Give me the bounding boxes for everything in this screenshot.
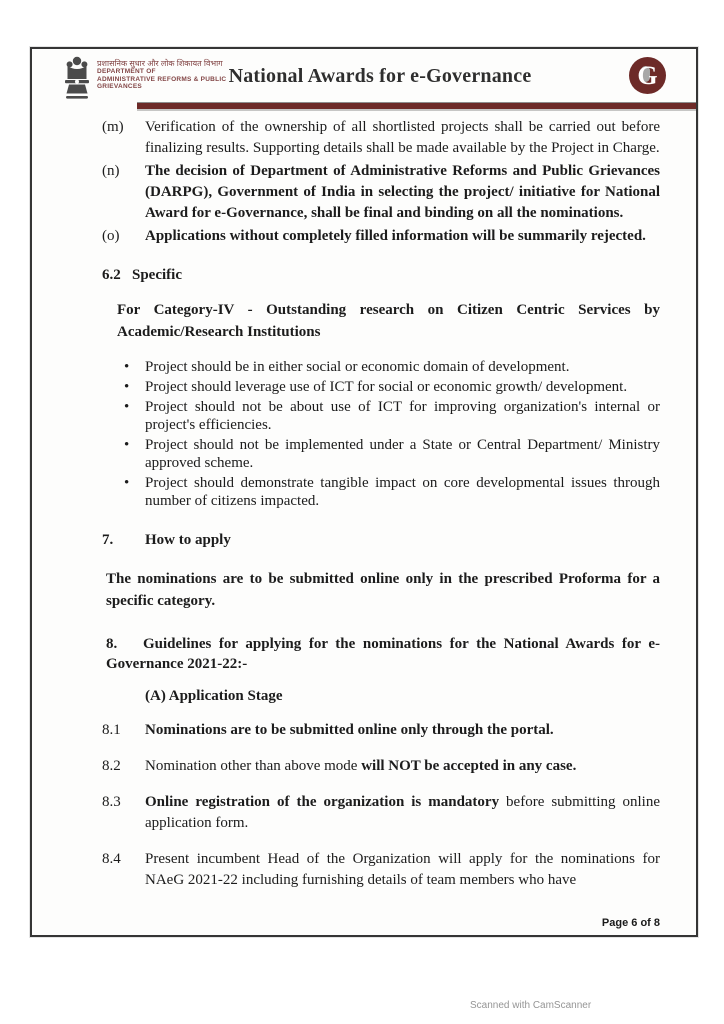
- lettered-item: [102, 117, 660, 159]
- item-text-part: Present incumbent Head of the Organization will apply for the nominations for NAeG 2021-22 including furnishing details of team members who have: [145, 851, 660, 888]
- item-text-part: will NOT be accepted in any case.: [361, 758, 577, 774]
- lettered-list: [102, 117, 660, 247]
- camscanner-watermark: Scanned with CamScanner: [470, 1000, 592, 1011]
- bullet-icon: •: [124, 399, 130, 415]
- document-page: [30, 47, 698, 937]
- item-text-part: before submitting online application form.: [145, 794, 660, 831]
- item-number: 8.1: [102, 722, 121, 738]
- section-title: Guidelines for applying for the nominations for the National Awards for e-Governance 2021-22:-: [106, 636, 660, 672]
- bullet-item: [102, 358, 660, 376]
- lettered-item: [102, 226, 660, 247]
- page-header: [32, 49, 696, 102]
- section-number: 6.2: [102, 267, 121, 283]
- bullet-item: [102, 436, 660, 472]
- bullet-text: Project should not be implemented under a State or Central Department/ Ministry approved scheme.: [145, 437, 660, 471]
- bullet-list: [102, 358, 660, 510]
- category-iv-heading: For Category-IV - Outstanding research on Citizen Centric Services by Academic/Research Institutions: [117, 302, 660, 340]
- india-national-emblem-icon: [63, 55, 91, 101]
- numbered-item: [102, 792, 660, 834]
- item-label: (n): [102, 163, 120, 179]
- item-text: Applications without completely filled information will be summarily rejected.: [145, 228, 646, 244]
- section-8-heading: [106, 634, 660, 674]
- department-name-hindi: प्रशासनिक सुधार और लोक शिकायत विभाग: [97, 59, 223, 68]
- bullet-item: [102, 398, 660, 434]
- item-text-part: Nomination other than above mode: [145, 758, 362, 774]
- bullet-text: Project should be in either social or economic domain of development.: [145, 359, 570, 375]
- document-body: [32, 109, 696, 891]
- bullet-text: Project should leverage use of ICT for social or economic growth/ development.: [145, 379, 628, 395]
- item-text: [145, 756, 660, 777]
- item-text-part: Online registration of the organization is mandatory: [145, 794, 500, 810]
- bullet-icon: •: [124, 475, 130, 491]
- numbered-item: [102, 756, 660, 777]
- bullet-text: Project should not be about use of ICT for improving organization's internal or project's efficiencies.: [145, 399, 660, 433]
- section-title: How to apply: [145, 532, 231, 548]
- bullet-icon: •: [124, 379, 130, 395]
- item-text: Verification of the ownership of all shortlisted projects shall be carried out before finalizing results. Supporting details shall be made available by the Project in Charge.: [145, 119, 660, 156]
- bullet-icon: •: [124, 437, 130, 453]
- item-label: (m): [102, 119, 124, 135]
- naeg-logo-icon: [629, 57, 666, 94]
- bullet-item: [102, 378, 660, 396]
- section-number: 8.: [106, 636, 118, 652]
- item-text: [145, 849, 660, 891]
- section-title: Specific: [132, 267, 182, 283]
- bullet-text: Project should demonstrate tangible impact on core developmental issues through number of citizens impacted.: [145, 475, 660, 509]
- document-title: National Awards for e-Governance: [228, 65, 532, 87]
- department-name-line3: GRIEVANCES: [97, 83, 142, 91]
- header-divider-rule: [137, 102, 696, 109]
- item-number: 8.2: [102, 758, 121, 774]
- item-text-part: Nominations are to be submitted online only through the portal.: [145, 722, 554, 738]
- item-text: [145, 720, 660, 741]
- section-7-heading: [102, 532, 660, 549]
- item-text: [145, 792, 660, 834]
- numbered-list: [102, 720, 660, 891]
- page-number-label: Page 6 of 8: [601, 917, 660, 929]
- item-number: 8.3: [102, 794, 121, 810]
- item-text: The decision of Department of Administrative Reforms and Public Grievances (DARPG), Government of India in selecting the project/ initiative for National Award for e-Governance, shall be final and binding on all the nominations.: [145, 163, 660, 221]
- bullet-item: [102, 474, 660, 510]
- naeg-logo-letter: G: [637, 60, 658, 90]
- bullet-icon: •: [124, 359, 130, 375]
- section-6-2-heading: [102, 267, 660, 284]
- department-name-line2: ADMINISTRATIVE REFORMS & PUBLIC: [97, 75, 227, 83]
- lettered-item: [102, 161, 660, 224]
- item-number: 8.4: [102, 851, 121, 867]
- item-label: (o): [102, 228, 120, 244]
- application-stage-subheading: (A) Application Stage: [145, 688, 283, 704]
- department-name-block: [97, 59, 226, 91]
- section-number: 7.: [102, 532, 114, 548]
- numbered-item: [102, 720, 660, 741]
- section-7-body: The nominations are to be submitted online only in the prescribed Proforma for a specific category.: [106, 571, 660, 609]
- department-name-line1: DEPARTMENT OF: [97, 68, 156, 76]
- numbered-item: [102, 849, 660, 891]
